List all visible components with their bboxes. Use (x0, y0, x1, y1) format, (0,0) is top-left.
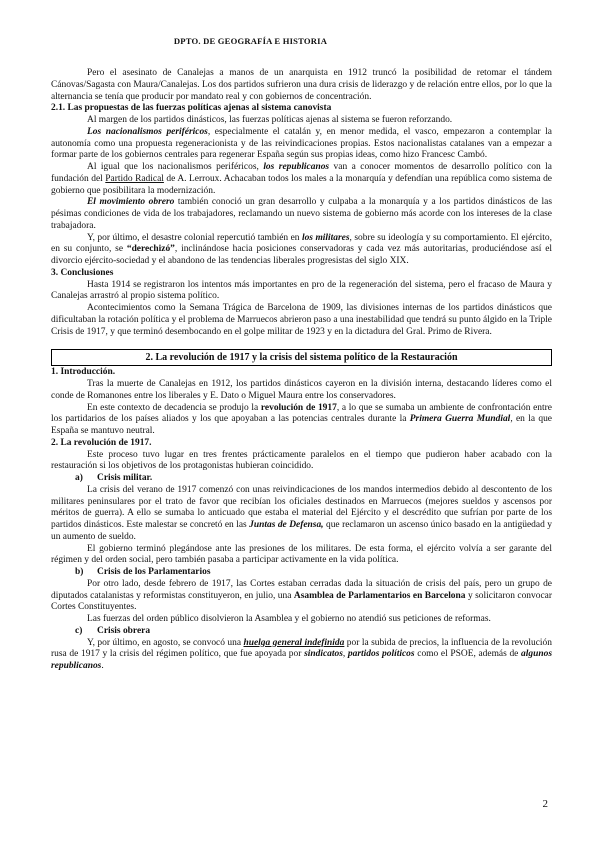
subsection-heading: a) Crisis militar. (75, 473, 153, 483)
paragraph: En este contexto de decadencia se produjo la revolución de 1917, a lo que se sumaba un ambiente de confrontación entre los partidarios de los países aliados y los que apoyaban a las potencias centrales durante la Primera Guerra Mundial, en la que España se mantuvo neutral. (51, 402, 552, 436)
paragraph: La crisis del verano de 1917 comenzó con unas reivindicaciones de los mandos intermedios debido al descontento de los militares peninsulares por el trato de favor que recibían los oficiales destinados en Marruecos (mejores sueldos y ascensos por méritos de guerra). A ello se sumaba lo anticuado que estaba el material del Ejército y el descrédito que sufrían por parte de los partidos dinásticos. Este malestar se concretó en las Juntas de Defensa, que reclamaron un ascenso único basado en la antigüedad y un aumento de sueldo. (51, 484, 552, 542)
paragraph: El gobierno terminó plegándose ante las presiones de los militares. De esta forma, el ejército volvía a ser garante del régimen y del orden social, pero también pasaba a participar activamente en la vida política. (51, 543, 552, 566)
page-header: DPTO. DE GEOGRAFÍA E HISTORIA (173, 36, 328, 46)
section-heading: 2.1. Las propuestas de las fuerzas políticas ajenas al sistema canovista (51, 103, 332, 114)
paragraph: Este proceso tuvo lugar en tres frentes prácticamente paralelos en el tiempo que pudieron haber acabado con la restauración si los objetivos de los protagonistas hubieran coincidido. (51, 449, 552, 472)
subsection-heading: b) Crisis de los Parlamentarios (75, 567, 211, 577)
paragraph: Al margen de los partidos dinásticos, las fuerzas políticas ajenas al sistema se fueron reforzando. (87, 115, 453, 125)
section-heading: 2. La revolución de 1917. (51, 437, 152, 448)
page-number: 2 (542, 798, 548, 810)
section-heading: 1. Introducción. (51, 367, 116, 378)
paragraph: Hasta 1914 se registraron los intentos más importantes en pro de la regeneración del sistema, pero el fracaso de Maura y Canalejas arrastró al propio sistema político. (51, 279, 552, 302)
paragraph: Los nacionalismos periféricos, especialmente el catalán y, en menor medida, el vasco, empezaron a contemplar la autonomía como una propuesta regeneracionista y de las reivindicaciones propias. Estos nacionalistas catalanes van a empezar a formar parte de los gobiernos centrales para regenerar España según sus propias ideas, como hizo Francesc Cambó. (51, 126, 552, 161)
paragraph: Pero el asesinato de Canalejas a manos de un anarquista en 1912 truncó la posibilidad de retomar el tándem Cánovas/Sagasta con Maura/Canalejas. Los dos partidos sufrieron una dura crisis de liderazgo y de relación entre ellos, por lo que la alternancia se tenía que producir por mandato real y con gobiernos de concentración. (51, 68, 552, 102)
paragraph: Las fuerzas del orden público disolvieron la Asamblea y el gobierno no atendió sus peticiones de reformas. (87, 614, 491, 624)
section-title-box: 2. La revolución de 1917 y la crisis del sistema político de la Restauración (51, 349, 552, 366)
paragraph: El movimiento obrero también conoció un gran desarrollo y culpaba a la monarquía y a los partidos dinásticos de las pésimas condiciones de vida de los trabajadores, reclamando un nuevo sistema de gobierno más acorde con los intereses de la clase trabajadora. (51, 197, 552, 231)
paragraph: Y, por último, en agosto, se convocó una huelga general indefinida por la subida de precios, la influencia de la revolución rusa de 1917 y la crisis del régimen político, que fue apoyada por sindicatos, partidos políticos como el PSOE, además de algunos republicanos. (51, 637, 552, 671)
paragraph: Y, por último, el desastre colonial repercutió también en los militares, sobre su ideología y su comportamiento. El ejército, en su conjunto, se “derechizó”, inclinándose hacia posiciones conservadoras y cada vez más autoritarias, produciéndose así el divorcio ejército-sociedad y el abandono de las tendencias liberales progresistas del siglo XIX. (51, 232, 553, 266)
section-heading: 3. Conclusiones (51, 267, 114, 278)
paragraph: Acontecimientos como la Semana Trágica de Barcelona de 1909, las divisiones internas de los partidos dinásticos que dificultaban la rotación política y el problema de Marruecos abrieron paso a una inestabilidad que tendrá su punto álgido en la Triple Crisis de 1917, y que terminó desembocando en el golpe militar de 1923 y en la dictadura del Gral. Primo de Rivera. (51, 303, 552, 337)
paragraph: Por otro lado, desde febrero de 1917, las Cortes estaban cerradas dada la situación de crisis del país, pero un grupo de diputados catalanistas y reformistas constituyeron, en julio, una Asamblea de Parlamentarios en Barcelona y solicitaron convocar Cortes Constituyentes. (51, 578, 552, 613)
document-body (51, 68, 552, 673)
paragraph: Tras la muerte de Canalejas en 1912, los partidos dinásticos cayeron en la división interna, destacando líderes como el conde de Romanones entre los liberales y E. Dato o Miguel Maura entre los conservadores. (51, 379, 552, 401)
paragraph: Al igual que los nacionalismos periféricos, los republicanos van a conocer momentos de desarrollo político con la fundación del Partido Radical de A. Lerroux. Achacaban todos los males a la monarquía y defendían una república como sistema de gobierno que posibilitara la modernización. (51, 162, 552, 196)
subsection-heading: c) Crisis obrera (75, 625, 151, 636)
